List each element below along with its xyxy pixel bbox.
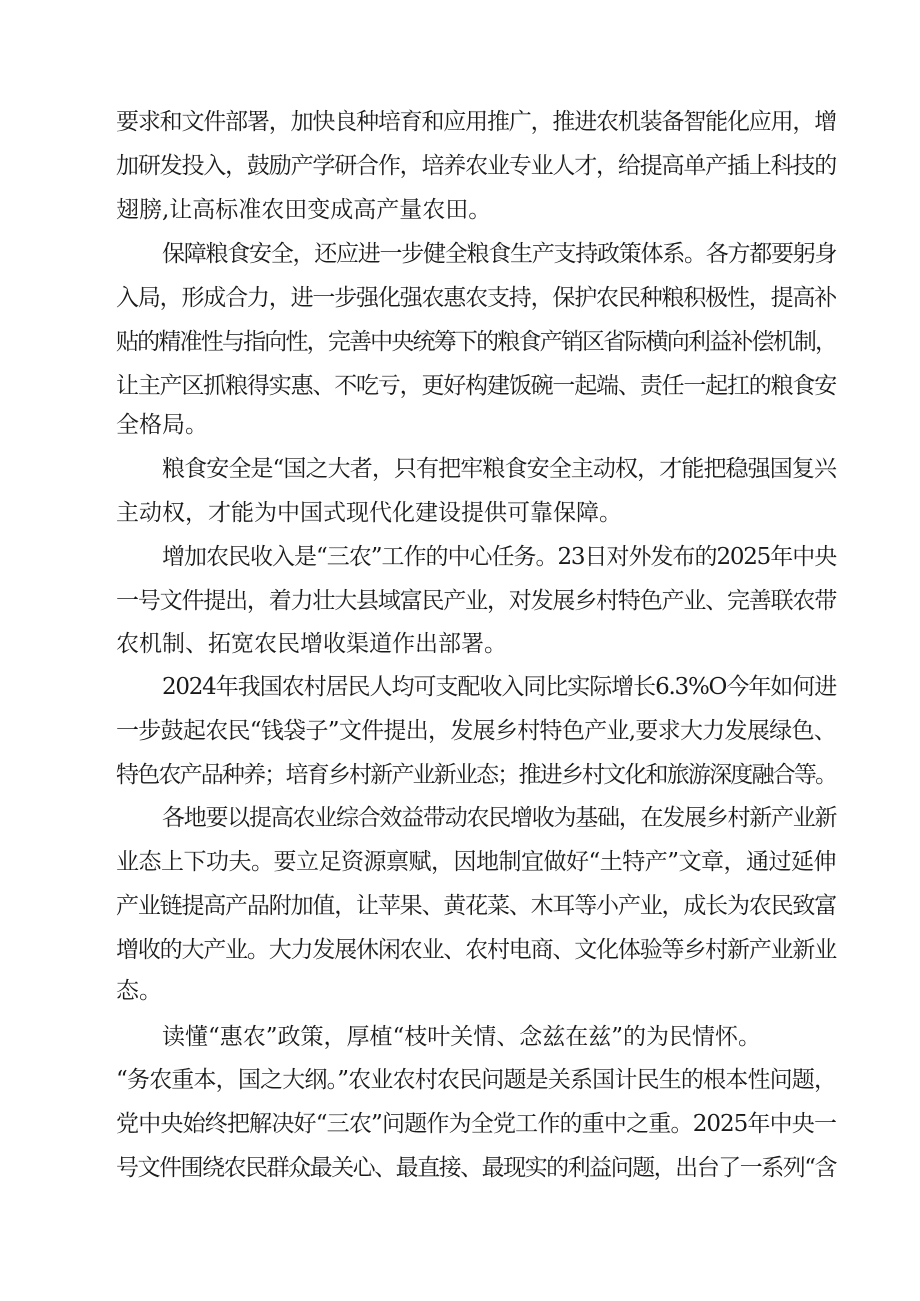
text-line: 增收的大产业。大力发展休闲农业、农村电商、文化体验等乡村新产业新业 xyxy=(116,937,836,963)
text-line: 农机制、拓宽农民增收渠道作出部署。 xyxy=(116,631,507,657)
text-line: 全格局。 xyxy=(116,412,208,438)
paragraph-first-line: 保障粮食安全，还应进一步健全粮食生产支持政策体系。各方都要躬身 xyxy=(162,241,837,267)
text-line: 加研发投入，鼓励产学研合作，培养农业专业人才，给提高单产插上科技的 xyxy=(116,153,836,179)
paragraph-first-line: 粮食安全是“国之大者，只有把牢粮食安全主动权，才能把稳强国复兴 xyxy=(162,456,836,482)
paragraph-first-line: 各地要以提高农业综合效益带动农民增收为基础，在发展乡村新产业新 xyxy=(162,805,837,831)
text-line: 号文件围绕农民群众最关心、最直接、最现实的利益问题，出台了一系列“含 xyxy=(116,1155,836,1181)
paragraph-first-line: 读懂“惠农”政策，厚植“枝叶关情、念兹在兹”的为民情怀。 xyxy=(162,1024,762,1050)
text-line: 特色农产品种养；培育乡村新产业新业态；推进乡村文化和旅游深度融合等。 xyxy=(116,762,836,788)
paragraph-first-line: 增加农民收入是“三农”工作的中心任务。23日对外发布的2025年中央 xyxy=(162,544,836,570)
text-line: 主动权，才能为中国式现代化建设提供可靠保障。 xyxy=(116,500,622,526)
text-line: 态。 xyxy=(116,978,162,1004)
text-line: 入局，形成合力，进一步强化强农惠农支持，保护农民种粮积极性，提高补 xyxy=(116,285,836,311)
text-line: 一号文件提出，着力壮大县域富民产业，对发展乡村特色产业、完善联农带 xyxy=(116,588,836,614)
text-line: 翅膀,让高标准农田变成高产量农田。 xyxy=(116,197,492,223)
text-line: 贴的精准性与指向性，完善中央统筹下的粮食产销区省际横向利益补偿机制， xyxy=(116,329,836,355)
text-line: 业态上下功夫。要立足资源禀赋，因地制宜做好“土特产”文章，通过延伸 xyxy=(116,849,837,875)
text-line: “务农重本，国之大纲。”农业农村农民问题是关系国计民生的根本性问题， xyxy=(116,1067,836,1093)
text-line: 一步鼓起农民“钱袋子”文件提出，发展乡村特色产业,要求大力发展绿色、 xyxy=(116,718,836,744)
text-line: 要求和文件部署，加快良种培育和应用推广，推进农机装备智能化应用，增 xyxy=(116,109,836,135)
text-line: 产业链提高产品附加值，让苹果、黄花菜、木耳等小产业，成长为农民致富 xyxy=(116,893,836,919)
text-line: 让主产区抓粮得实惠、不吃亏，更好构建饭碗一起端、责任一起扛的粮食安 xyxy=(116,373,836,399)
text-line: 党中央始终把解决好“三农”问题作为全党工作的重中之重。2025年中央一 xyxy=(116,1111,836,1137)
paragraph-first-line: 2024年我国农村居民人均可支配收入同比实际增长6.3%O今年如何进 xyxy=(162,674,836,700)
